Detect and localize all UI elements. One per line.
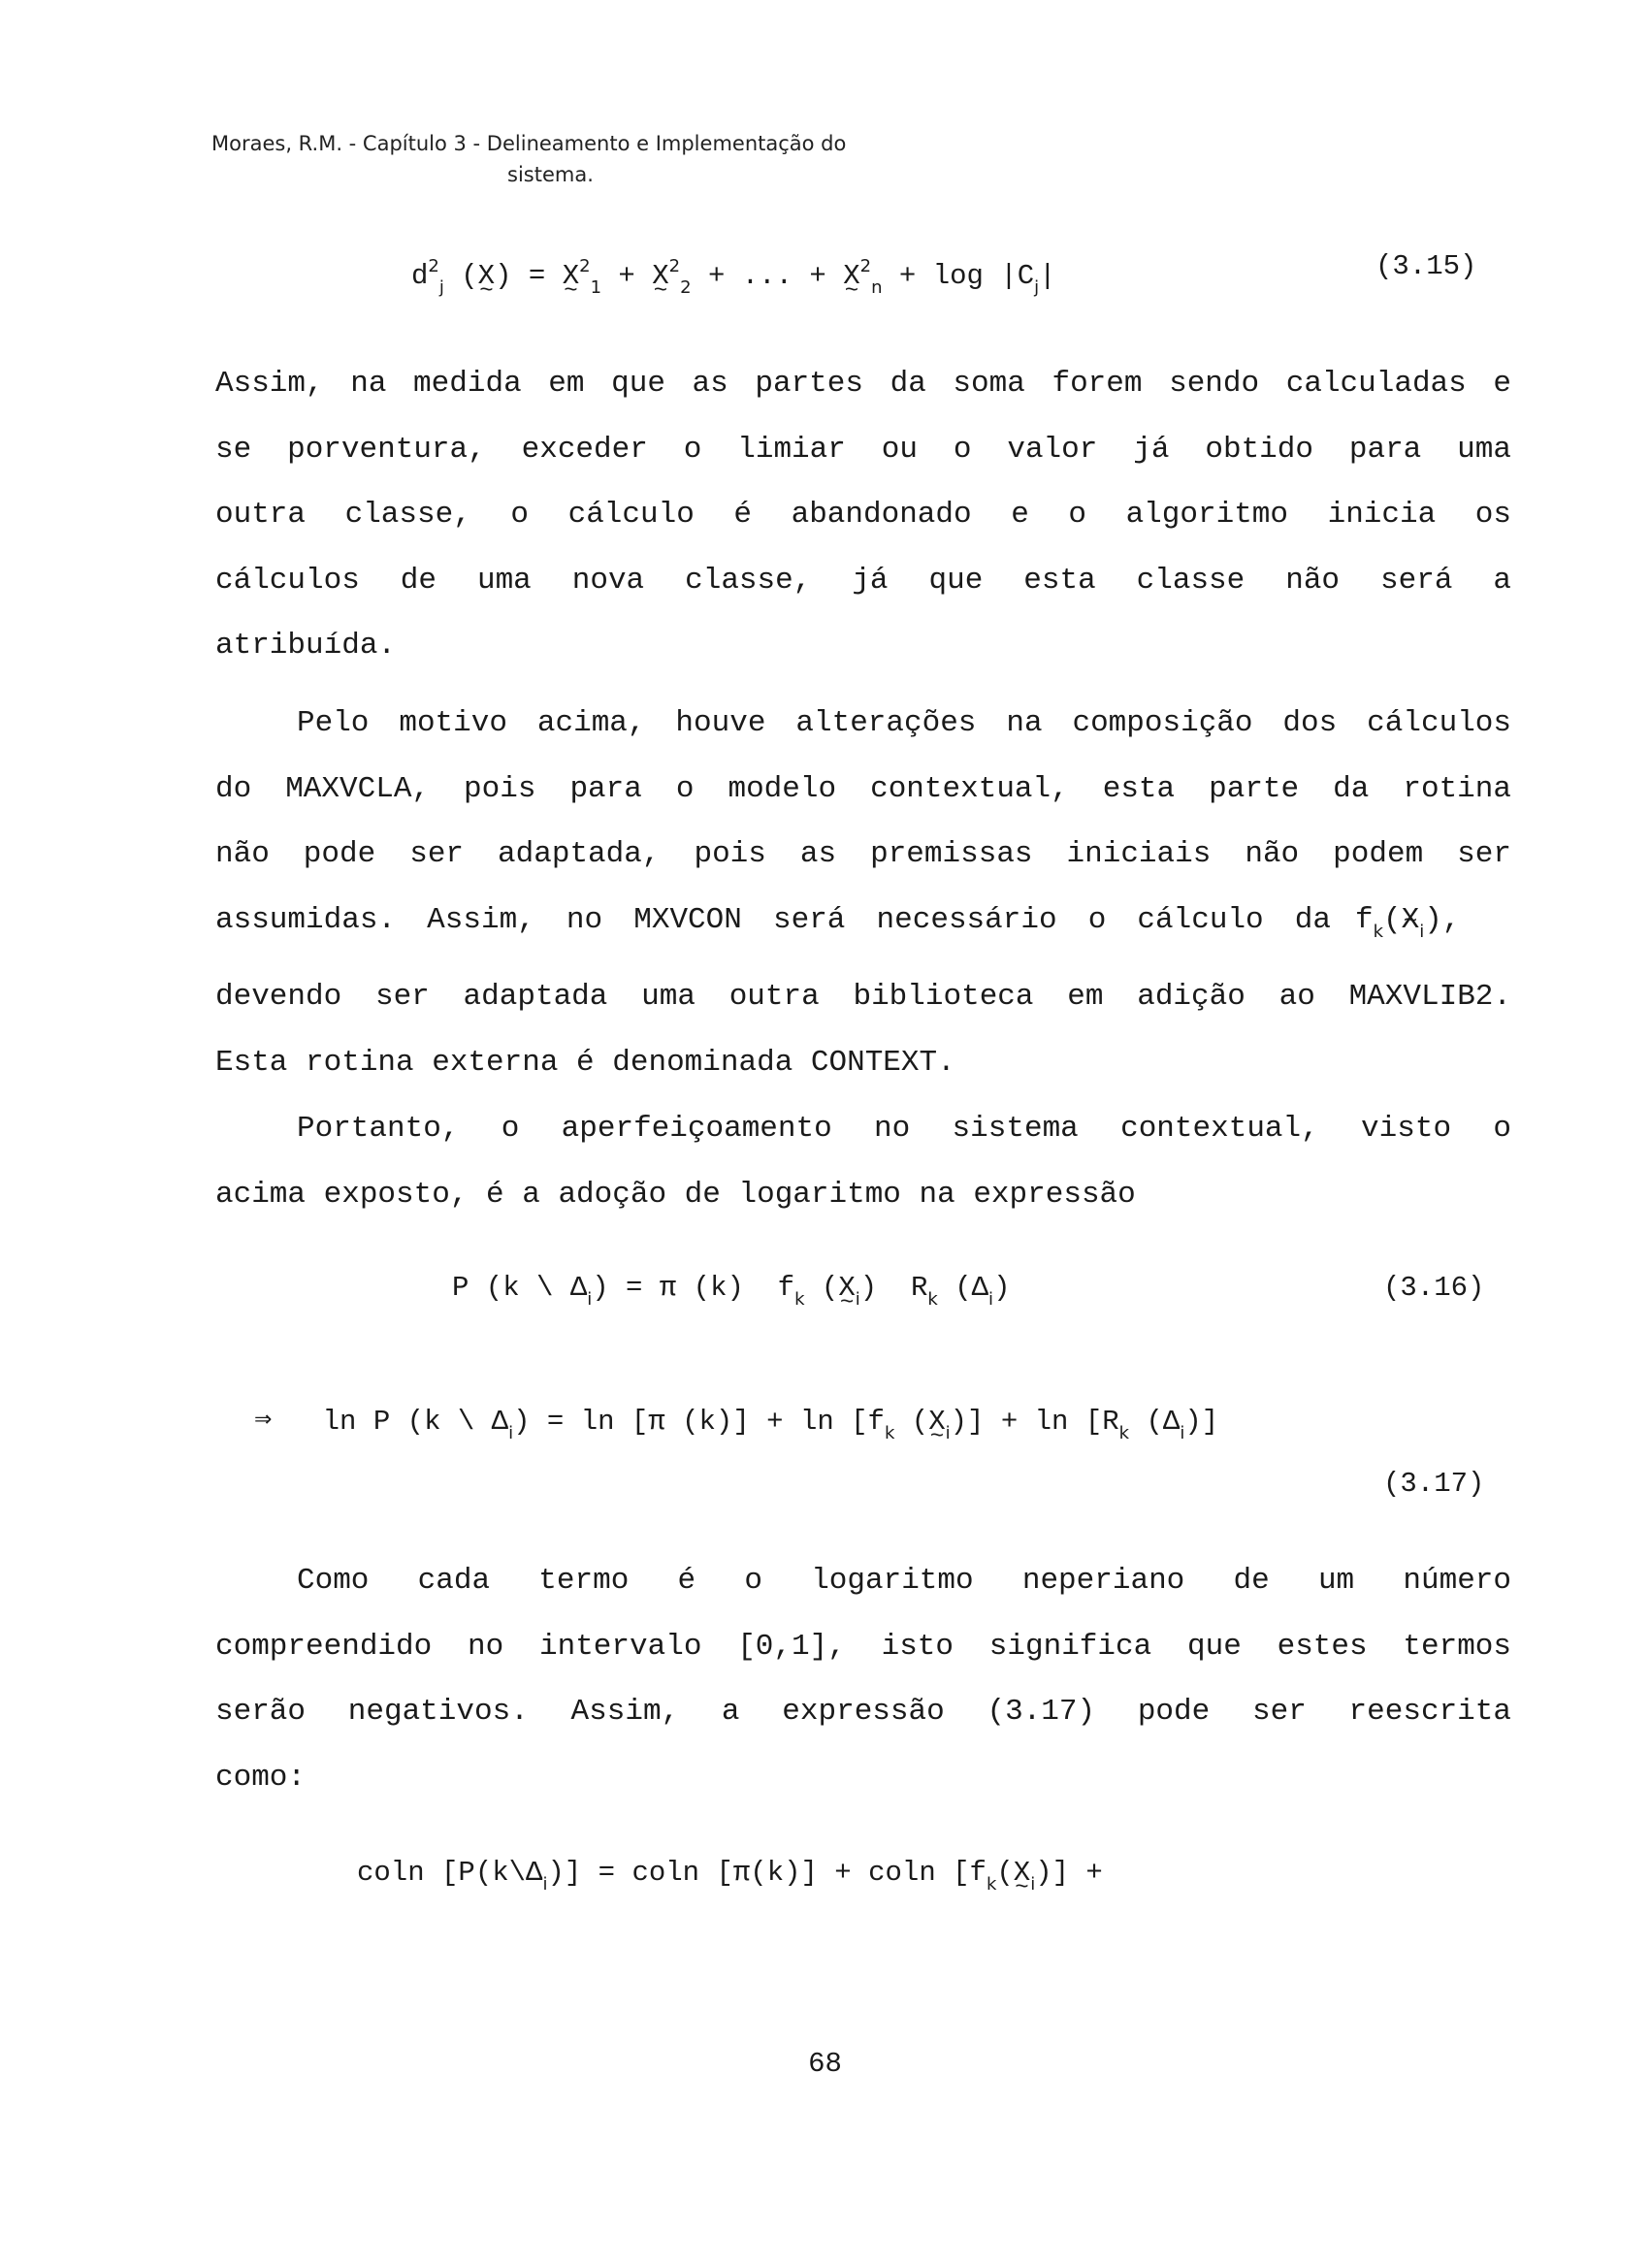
paragraph-4-line-4: como: [215, 1760, 307, 1795]
paragraph-1-line-5: atribuída. [215, 629, 397, 663]
paragraph-2-line-6: Esta rotina externa é denominada CONTEXT. [215, 1045, 955, 1080]
paragraph-1-line-4: cálculos de uma nova classe, já que esta classe não será a [215, 563, 1511, 598]
equation-3-17 [254, 1401, 1505, 1507]
paragraph-2-line-3: não pode ser adaptada, pois as premissas iniciais não podem ser [215, 837, 1511, 871]
equation-3-15 [411, 247, 1498, 306]
paragraph-2-line-2: do MAXVCLA, pois para o modelo contextual, esta parte da rotina [215, 771, 1511, 806]
paragraph-2-line-1: Pelo motivo acima, houve alterações na composição dos cálculos [297, 706, 1511, 740]
implies-arrow-icon: ⇒ [254, 1408, 273, 1432]
paragraph-3-line-1: Portanto, o aperfeiçoamento no sistema contextual, visto o [297, 1112, 1511, 1146]
paragraph-2-line-4-text: assumidas. Assim, no MXVCON será necessário o cálculo da [215, 902, 1331, 937]
header-line-1: Moraes, R.M. - Capítulo 3 - Delineamento e Implementação do [211, 132, 847, 155]
equation-3-15-number: (3.15) [1375, 250, 1477, 282]
equation-3-16-number: (3.16) [1383, 1272, 1485, 1304]
paragraph-2-line-5: devendo ser adaptada uma outra biblioteca em adição ao MAXVLIB2. [215, 980, 1511, 1014]
equation-coln [357, 1854, 1327, 1912]
paragraph-4-line-3: serão negativos. Assim, a expressão (3.17) pode ser reescrita [215, 1695, 1511, 1729]
paragraph-1-line-3: outra classe, o cálculo é abandonado e o algoritmo inicia os [215, 498, 1511, 532]
paragraph-2 [215, 691, 1511, 1095]
paragraph-1-line-1: Assim, na medida em que as partes da soma forem sendo calculadas e [215, 367, 1511, 401]
paragraph-4-line-1: Como cada termo é o logaritmo neperiano de um número [297, 1564, 1511, 1598]
equation-3-15-expression: $d^2_j$ (X) ~ = X ~$^2_1$ + X ~$^2_2$ + ... + X ~$^2_n$ + $\log |C_j|$ [411, 247, 1056, 308]
equation-3-16-expression: P (k \ $\Delta_i) = \pi$ (k) $f_k$ (X $\sim_i$) $R_k$ $(\Delta_i)$ [452, 1269, 1010, 1319]
paragraph-3-line-2: acima exposto, é a adoção de logaritmo na expressão [215, 1177, 1136, 1212]
equation-coln-expression: coln $[P(k\backslash\Delta_i)] = coln$ [π(k)] + coln [$f_k(X$ $\sim_i$)] + [357, 1854, 1103, 1904]
paragraph-2-line-4 [215, 888, 1511, 954]
header-line-2: sistema. [507, 163, 594, 186]
equation-3-17-number: (3.17) [1383, 1468, 1485, 1500]
equation-3-17-expression: ⇒ ln P (k \ $\Delta_i) = \ln [\pi$ $(k)] + \ln [f_k$ (X $\sim_i)] + \ln [R_k$ $(\Delta_i)$] [254, 1401, 1218, 1453]
paragraph-1-line-2: se porventura, exceder o limiar ou o valor já obtido para uma [215, 432, 1511, 467]
inline-formula-fk-xi: $f_k(X$ $\sim_i$), [1355, 888, 1461, 965]
equation-3-16 [452, 1269, 1500, 1327]
page-number: 68 [808, 2048, 842, 2080]
running-header [211, 128, 846, 190]
paragraph-4 [215, 1548, 1511, 1810]
paragraph-1 [215, 351, 1511, 679]
paragraph-3 [215, 1096, 1511, 1227]
paragraph-4-line-2: compreendido no intervalo [0,1], isto significa que estes termos [215, 1629, 1511, 1664]
